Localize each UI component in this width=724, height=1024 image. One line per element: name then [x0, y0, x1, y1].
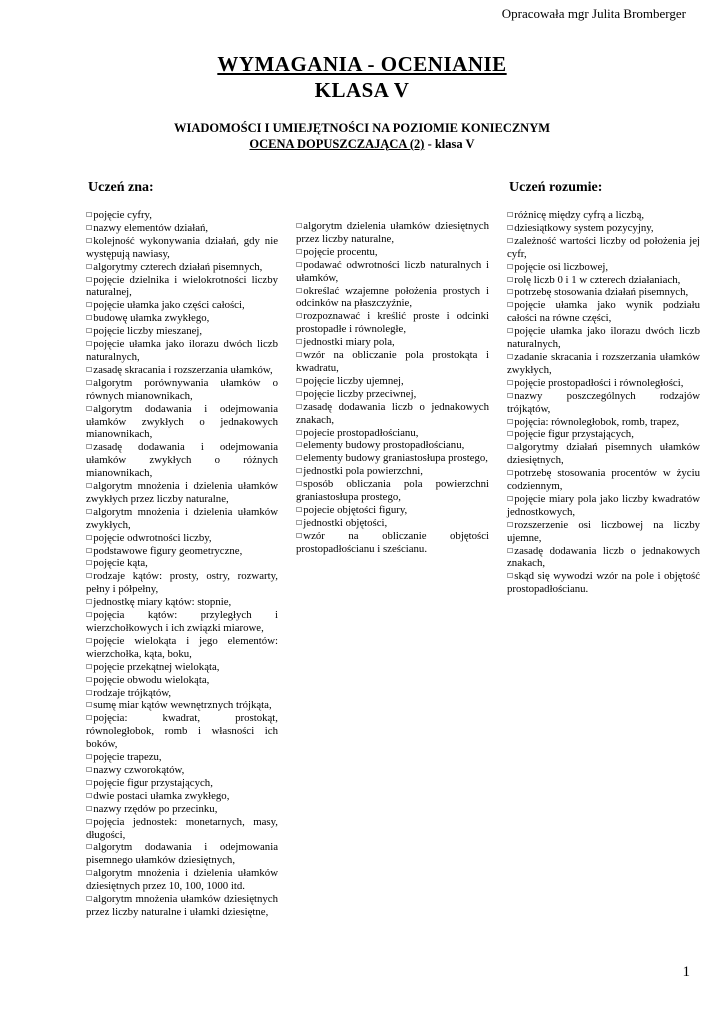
list-item: ☐ sumę miar kątów wewnętrznych trójkąta, — [86, 699, 278, 712]
list-item: ☐ rolę liczb 0 i 1 w czterech działaniach, — [507, 274, 700, 287]
list-item: ☐ dziesiątkowy system pozycyjny, — [507, 222, 700, 235]
list-item: ☐ pojęcie odwrotności liczby, — [86, 532, 278, 545]
list-item: ☐ skąd się wywodzi wzór na pole i objętość prostopadłościanu. — [507, 570, 700, 596]
list-item: ☐ jednostkę miary kątów: stopnie, — [86, 596, 278, 609]
list-item: ☐ algorytm mnożenia i dzielenia ułamków zwykłych, — [86, 506, 278, 532]
list-item: ☐ pojęcia: kwadrat, prostokąt, równoległobok, romb i własności ich boków, — [86, 712, 278, 751]
grade-suffix: - klasa V — [424, 137, 475, 151]
list-item: ☐ pojęcie osi liczbowej, — [507, 261, 700, 274]
knows-list-col2 — [296, 220, 489, 556]
grade-label: OCENA DOPUSZCZAJĄCA (2) — [249, 137, 425, 151]
list-item: ☐ pojęcie liczby ujemnej, — [296, 375, 489, 388]
list-item: ☐ algorytm dzielenia ułamków dziesiętnych przez liczby naturalne, — [296, 220, 489, 246]
page-title: WYMAGANIA - OCENIANIE — [217, 52, 507, 76]
list-item: ☐ budowę ułamka zwykłego, — [86, 312, 278, 325]
list-item: ☐ pojęcie obwodu wielokąta, — [86, 674, 278, 687]
class-title: KLASA V — [314, 78, 410, 102]
list-item: ☐ pojecie prostopadłościanu, — [296, 427, 489, 440]
author-note: Opracowała mgr Julita Bromberger — [501, 6, 686, 21]
list-item: ☐ zasadę skracania i rozszerzania ułamków, — [86, 364, 278, 377]
list-item: ☐ nazwy rzędów po przecinku, — [86, 803, 278, 816]
list-item: ☐ sposób obliczania pola powierzchni graniastosłupa prostego, — [296, 478, 489, 504]
list-item: ☐ określać wzajemne położenia prostych i odcinków na płaszczyźnie, — [296, 285, 489, 311]
list-item: ☐ algorytmy czterech działań pisemnych, — [86, 261, 278, 274]
list-item: ☐ zależność wartości liczby od położenia jej cyfr, — [507, 235, 700, 261]
list-item: ☐ algorytm mnożenia i dzielenia ułamków zwykłych przez liczby naturalne, — [86, 480, 278, 506]
list-item: ☐ podawać odwrotności liczb naturalnych i ułamków, — [296, 259, 489, 285]
list-item: ☐ nazwy poszczególnych rodzajów trójkątów, — [507, 390, 700, 416]
list-item: ☐ pojęcie cyfry, — [86, 209, 278, 222]
list-item: ☐ kolejność wykonywania działań, gdy nie występują nawiasy, — [86, 235, 278, 261]
list-item: ☐ elementy budowy graniastosłupa prostego, — [296, 452, 489, 465]
list-item: ☐ pojęcia jednostek: monetarnych, masy, długości, — [86, 816, 278, 842]
list-item: ☐ różnicę między cyfrą a liczbą, — [507, 209, 700, 222]
list-item: ☐ pojęcie liczby mieszanej, — [86, 325, 278, 338]
list-item: ☐ pojęcia kątów: przyległych i wierzchołkowych i ich związki miarowe, — [86, 609, 278, 635]
list-item: ☐ pojęcie procentu, — [296, 246, 489, 259]
list-item: ☐ pojęcie wielokąta i jego elementów: wierzchołka, kąta, boku, — [86, 635, 278, 661]
list-item: ☐ pojęcie trapezu, — [86, 751, 278, 764]
list-item: ☐ rodzaje kątów: prosty, ostry, rozwarty, pełny i półpełny, — [86, 570, 278, 596]
list-item: ☐ rodzaje trójkątów, — [86, 687, 278, 700]
subtitle-block — [0, 120, 724, 152]
list-item: ☐ rozszerzenie osi liczbowej na liczby ujemne, — [507, 519, 700, 545]
list-item: ☐ pojęcie ułamka jako ilorazu dwóch liczb naturalnych, — [507, 325, 700, 351]
understands-list — [507, 209, 700, 596]
list-item: ☐ pojęcie ułamka jako części całości, — [86, 299, 278, 312]
list-item: ☐ jednostki miary pola, — [296, 336, 489, 349]
list-item: ☐ pojęcie kąta, — [86, 557, 278, 570]
list-item: ☐ wzór na obliczanie objętości prostopadłościanu i sześcianu. — [296, 530, 489, 556]
list-item: ☐ potrzebę stosowania procentów w życiu codziennym, — [507, 467, 700, 493]
list-item: ☐ algorytm mnożenia ułamków dziesiętnych przez liczby naturalne i ułamki dziesiętne, — [86, 893, 278, 919]
list-item: ☐ algorytm porównywania ułamków o równych mianownikach, — [86, 377, 278, 403]
list-item: ☐ podstawowe figury geometryczne, — [86, 545, 278, 558]
list-item: ☐ pojecie objętości figury, — [296, 504, 489, 517]
level-heading: WIADOMOŚCI I UMIEJĘTNOŚCI NA POZIOMIE KONIECZNYM — [173, 121, 551, 135]
list-item: ☐ zasadę dodawania i odejmowania ułamków zwykłych o różnych mianownikach, — [86, 441, 278, 480]
list-item: ☐ pojęcie figur przystających, — [86, 777, 278, 790]
list-item: ☐ pojęcie liczby przeciwnej, — [296, 388, 489, 401]
list-item: ☐ pojęcie miary pola jako liczby kwadratów jednostkowych, — [507, 493, 700, 519]
list-item: ☐ nazwy elementów działań, — [86, 222, 278, 235]
list-item: ☐ jednostki pola powierzchni, — [296, 465, 489, 478]
page-number: 1 — [682, 964, 690, 980]
list-item: ☐ pojęcie dzielnika i wielokrotności liczby naturalnej, — [86, 274, 278, 300]
list-item: ☐ pojęcia: równoległobok, romb, trapez, — [507, 416, 700, 429]
knows-list-col1 — [86, 209, 278, 919]
list-item: ☐ pojęcie figur przystających, — [507, 428, 700, 441]
list-item: ☐ pojęcie ułamka jako wynik podziału całości na równe części, — [507, 299, 700, 325]
list-item: ☐ algorytm dodawania i odejmowania pisemnego ułamków dziesiętnych, — [86, 841, 278, 867]
knows-heading: Uczeń zna: — [88, 180, 154, 195]
list-item: ☐ jednostki objętości, — [296, 517, 489, 530]
list-item: ☐ rozpoznawać i kreślić proste i odcinki prostopadłe i równoległe, — [296, 310, 489, 336]
list-item: ☐ dwie postaci ułamka zwykłego, — [86, 790, 278, 803]
list-item: ☐ algorytm mnożenia i dzielenia ułamków dziesiętnych przez 10, 100, 1000 itd. — [86, 867, 278, 893]
understands-heading: Uczeń rozumie: — [509, 180, 603, 195]
list-item: ☐ nazwy czworokątów, — [86, 764, 278, 777]
list-item: ☐ pojęcie przekątnej wielokąta, — [86, 661, 278, 674]
grade-heading — [0, 136, 724, 152]
list-item: ☐ potrzebę stosowania działań pisemnych, — [507, 286, 700, 299]
list-item: ☐ wzór na obliczanie pola prostokąta i kwadratu, — [296, 349, 489, 375]
list-item: ☐ pojęcie prostopadłości i równoległości, — [507, 377, 700, 390]
list-item: ☐ zasadę dodawania liczb o jednakowych znakach, — [507, 545, 700, 571]
list-item: ☐ algorytm dodawania i odejmowania ułamków zwykłych o jednakowych mianownikach, — [86, 403, 278, 442]
list-item: ☐ zasadę dodawania liczb o jednakowych znakach, — [296, 401, 489, 427]
list-item: ☐ elementy budowy prostopadłościanu, — [296, 439, 489, 452]
list-item: ☐ pojęcie ułamka jako ilorazu dwóch liczb naturalnych, — [86, 338, 278, 364]
list-item: ☐ zadanie skracania i rozszerzania ułamków zwykłych, — [507, 351, 700, 377]
list-item: ☐ algorytmy działań pisemnych ułamków dziesiętnych, — [507, 441, 700, 467]
